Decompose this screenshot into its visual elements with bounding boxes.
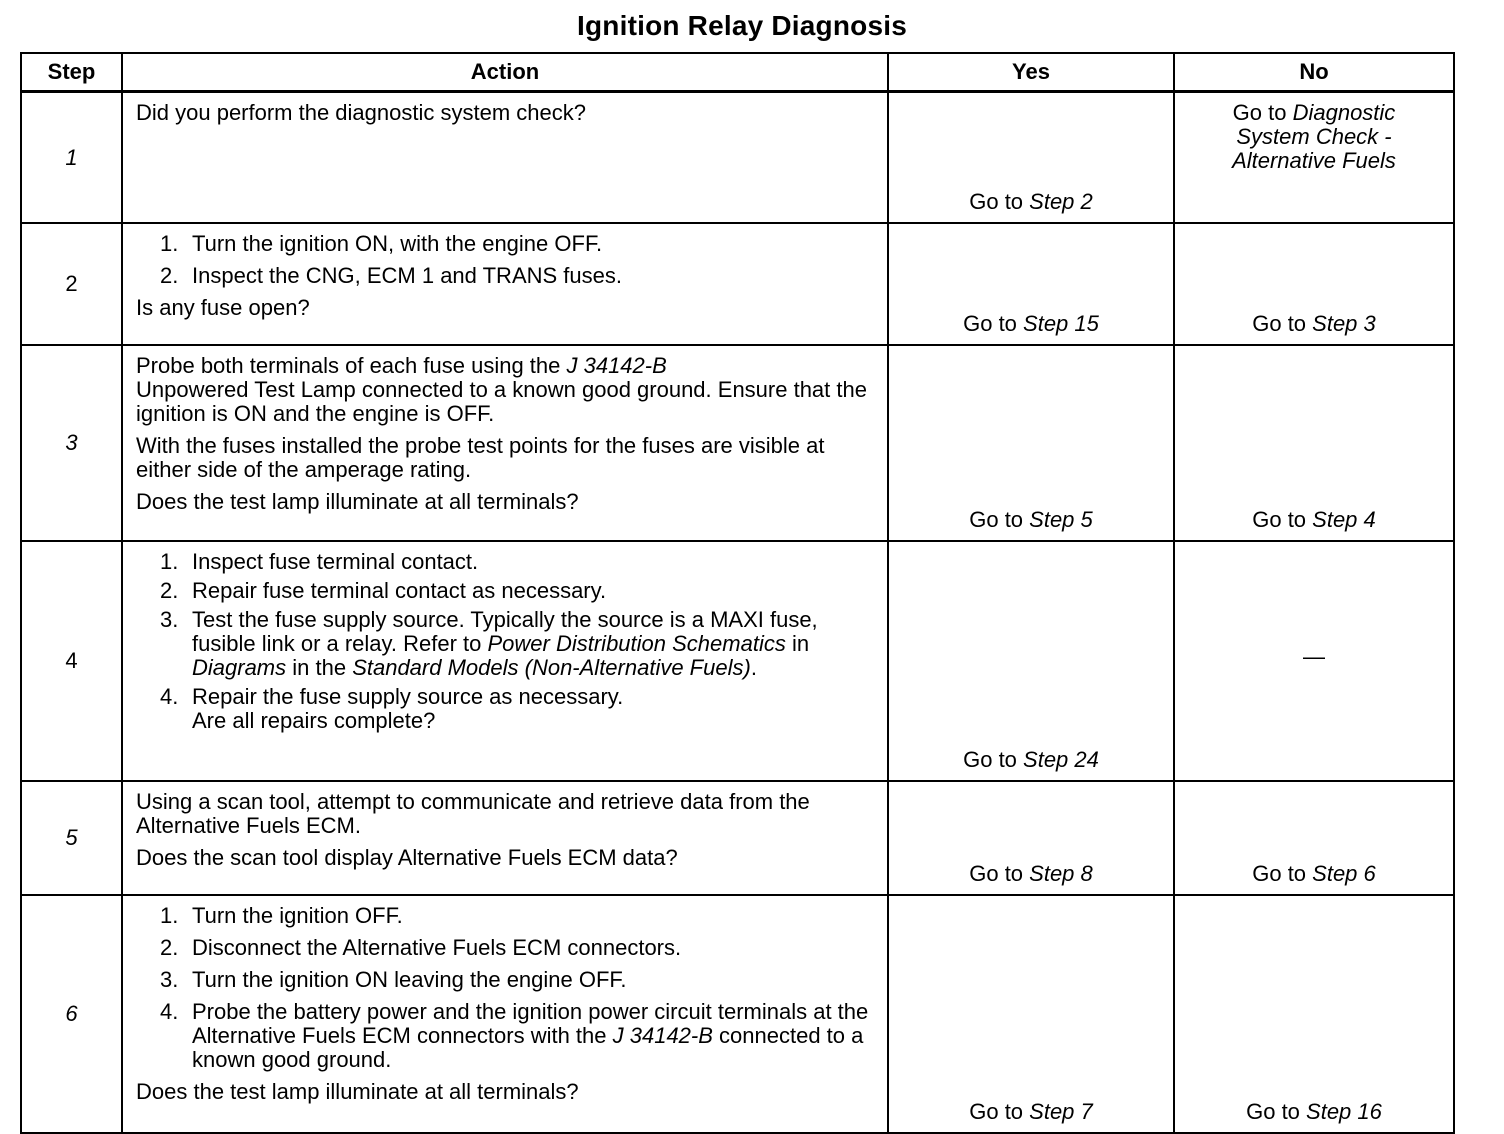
action-paragraph: Using a scan tool, attempt to communicate and retrieve data from the Alternative Fuels ECM.: [136, 789, 810, 838]
table-row: [21, 92, 1454, 224]
yes-prefix: Go to: [969, 1099, 1030, 1124]
step-cell: [21, 541, 122, 781]
step-number: 1: [65, 144, 78, 170]
step-number: 3: [65, 430, 78, 455]
no-link-line2[interactable]: System Check -: [1236, 124, 1392, 149]
no-cell: [1174, 781, 1454, 895]
header-yes: Yes: [888, 53, 1174, 92]
no-prefix: Go to: [1232, 100, 1293, 125]
doc-reference: Standard Models (Non-Alternative Fuels): [352, 655, 751, 680]
step-cell: [21, 345, 122, 541]
action-list-item: 1. Turn the ignition ON, with the engine OFF.: [160, 231, 603, 256]
action-question: Did you perform the diagnostic system check?: [136, 100, 586, 125]
action-list-item: 1. Inspect fuse terminal contact.: [160, 549, 479, 574]
yes-cell: [888, 895, 1174, 1133]
no-link[interactable]: Diagnostic: [1292, 100, 1396, 125]
action-cell: [122, 541, 888, 781]
table-row: [21, 895, 1454, 1133]
doc-reference: Diagrams: [192, 655, 287, 680]
step-number: 6: [65, 1001, 78, 1026]
page-title: Ignition Relay Diagnosis: [577, 10, 907, 41]
no-prefix: Go to: [1246, 1099, 1307, 1124]
yes-cell: [888, 541, 1174, 781]
action-question: Does the test lamp illuminate at all terminals?: [136, 1079, 579, 1104]
yes-cell: [888, 345, 1174, 541]
table-row: [21, 223, 1454, 345]
yes-link[interactable]: Step 24: [1023, 747, 1099, 772]
action-cell: [122, 895, 888, 1133]
step-cell: [21, 92, 122, 224]
action-list-item: 3. Turn the ignition ON leaving the engine OFF.: [160, 967, 627, 992]
action-list-item: 2. Inspect the CNG, ECM 1 and TRANS fuses.: [160, 263, 622, 288]
yes-prefix: Go to: [969, 507, 1030, 532]
header-step: Step: [21, 53, 122, 92]
step-number: 4: [65, 648, 78, 673]
tool-reference: J 34142-B: [566, 353, 667, 378]
yes-prefix: Go to: [969, 861, 1030, 886]
action-cell: [122, 223, 888, 345]
no-link[interactable]: Step 16: [1306, 1099, 1382, 1124]
header-action: Action: [122, 53, 888, 92]
action-paragraph: With the fuses installed the probe test points for the fuses are visible at either side of the amperage rating.: [136, 433, 825, 482]
yes-link[interactable]: Step 2: [1029, 189, 1093, 214]
action-list-item: 2. Disconnect the Alternative Fuels ECM connectors.: [160, 935, 682, 960]
table-row: [21, 345, 1454, 541]
action-paragraph: Probe both terminals of each fuse using the J 34142-B Unpowered Test Lamp connected to a known good ground. Ensure that the ignition is ON and the engine is OFF.: [136, 353, 867, 426]
yes-cell: [888, 223, 1174, 345]
no-dash: —: [1303, 644, 1325, 669]
action-question: Does the scan tool display Alternative Fuels ECM data?: [136, 845, 678, 870]
yes-prefix: Go to: [963, 747, 1024, 772]
action-cell: [122, 345, 888, 541]
action-list-item: 4. Repair the fuse supply source as necessary. Are all repairs complete?: [160, 684, 624, 733]
no-link[interactable]: Step 6: [1312, 861, 1376, 886]
no-link[interactable]: Step 3: [1312, 311, 1376, 336]
yes-link[interactable]: Step 5: [1029, 507, 1093, 532]
no-cell: [1174, 223, 1454, 345]
step-number: 5: [65, 825, 78, 850]
no-prefix: Go to: [1252, 861, 1313, 886]
step-cell: [21, 781, 122, 895]
action-list-item: 3. Test the fuse supply source. Typically the source is a MAXI fuse, fusible link or a relay. Refer to Power Distribution Schematics in Diagrams in the Standard Models (Non-Alternative Fuels).: [160, 607, 818, 680]
action-cell: [122, 781, 888, 895]
no-cell: [1174, 895, 1454, 1133]
yes-link[interactable]: Step 15: [1023, 311, 1099, 336]
yes-prefix: Go to: [969, 189, 1030, 214]
header-row: [21, 53, 1454, 92]
action-cell: [122, 92, 888, 224]
table-row: [21, 781, 1454, 895]
yes-link[interactable]: Step 7: [1029, 1099, 1093, 1124]
action-list-item: 1. Turn the ignition OFF.: [160, 903, 403, 928]
action-question: Are all repairs complete?: [192, 708, 436, 733]
no-prefix: Go to: [1252, 507, 1313, 532]
no-cell: [1174, 541, 1454, 781]
step-cell: [21, 895, 122, 1133]
no-prefix: Go to: [1252, 311, 1313, 336]
step-number: 2: [65, 271, 78, 296]
action-question: Does the test lamp illuminate at all terminals?: [136, 489, 579, 514]
diagnosis-table: [20, 52, 1455, 1134]
table-row: [21, 541, 1454, 781]
doc-reference: Power Distribution Schematics: [487, 631, 786, 656]
action-question: Is any fuse open?: [136, 295, 310, 320]
yes-link[interactable]: Step 8: [1029, 861, 1093, 886]
header-no: No: [1174, 53, 1454, 92]
step-cell: [21, 223, 122, 345]
no-cell: [1174, 92, 1454, 224]
yes-cell: [888, 781, 1174, 895]
action-list-item: 4. Probe the battery power and the ignition power circuit terminals at the Alternative Fuels ECM connectors with the J 34142-B connected to a known good ground.: [160, 999, 869, 1072]
no-link[interactable]: Step 4: [1312, 507, 1376, 532]
yes-cell: [888, 92, 1174, 224]
yes-prefix: Go to: [963, 311, 1024, 336]
no-link-line3[interactable]: Alternative Fuels: [1232, 148, 1396, 173]
action-list-item: 2. Repair fuse terminal contact as necessary.: [160, 578, 607, 603]
tool-reference: J 34142-B: [612, 1023, 713, 1048]
no-cell: [1174, 345, 1454, 541]
